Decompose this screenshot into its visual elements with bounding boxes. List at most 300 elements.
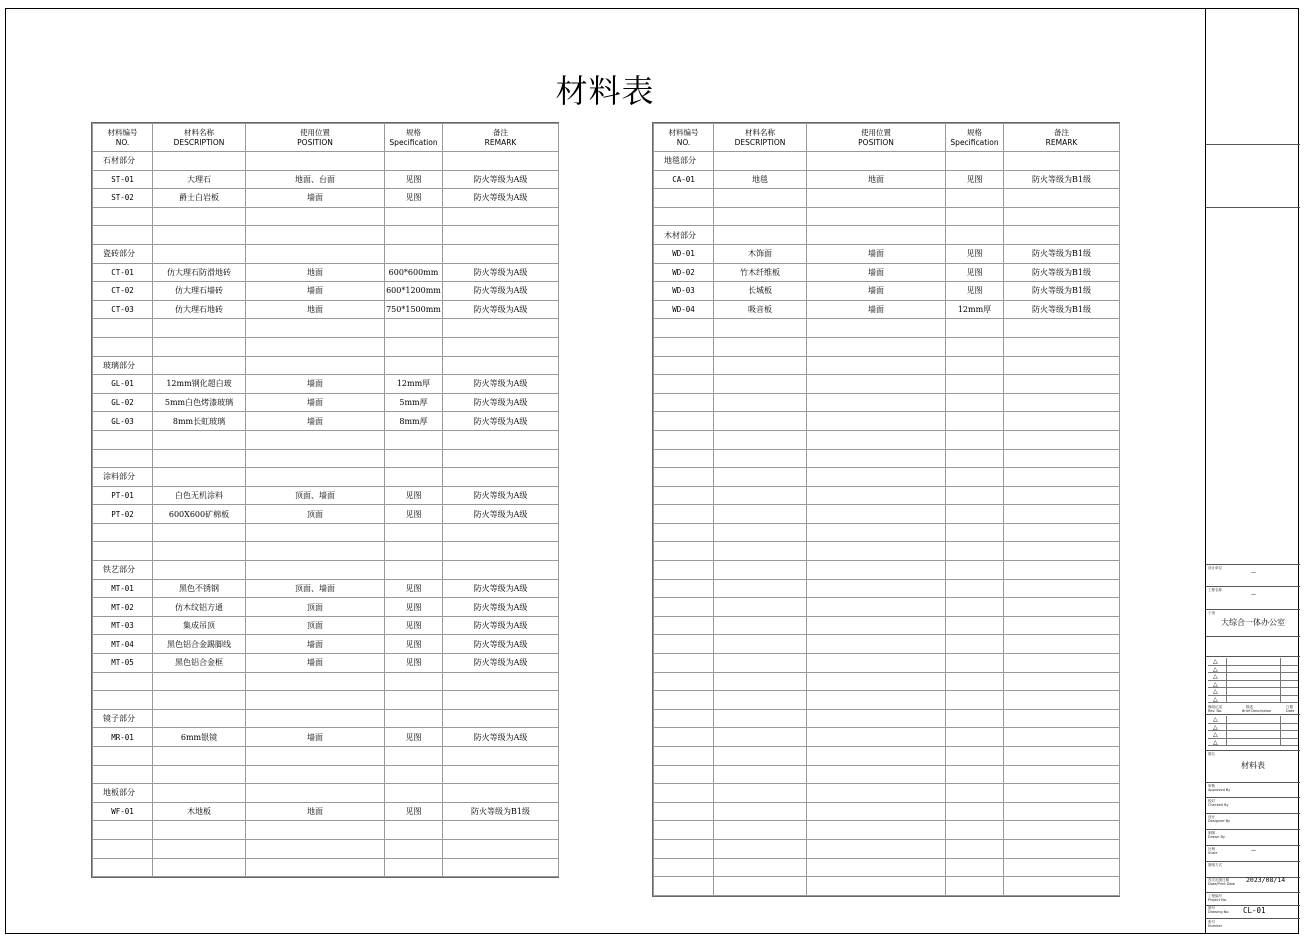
table-row — [93, 561, 559, 580]
cell-remark: 防火等级为A级 — [443, 300, 559, 319]
cell-desc: 仿大理石地砖 — [153, 300, 246, 319]
cell-no — [93, 337, 153, 356]
table-cell — [443, 468, 559, 487]
table-row — [654, 542, 1120, 561]
table-row — [93, 784, 559, 803]
cell-spec — [946, 691, 1004, 710]
project-label: 子项 — [1208, 611, 1215, 615]
table-row — [93, 542, 559, 561]
cell-remark — [1004, 486, 1120, 505]
table-cell — [246, 152, 385, 171]
table-row — [654, 523, 1120, 542]
cell-pos — [246, 858, 385, 877]
cell-pos: 地面 — [246, 263, 385, 282]
cell-pos — [807, 449, 946, 468]
cell-pos — [807, 356, 946, 375]
cell-remark — [1004, 728, 1120, 747]
cell-remark: 防火等级为B1级 — [1004, 244, 1120, 263]
cell-desc: 黑色铝合金框 — [153, 654, 246, 673]
cell-spec: 12mm厚 — [946, 300, 1004, 319]
cell-pos: 墙面 — [807, 263, 946, 282]
cell-pos: 墙面 — [246, 393, 385, 412]
cell-pos — [807, 337, 946, 356]
cell-remark — [1004, 542, 1120, 561]
column-header-cn: 材料编号 — [668, 127, 699, 137]
table-row — [93, 765, 559, 784]
column-header-en: Specification — [389, 137, 438, 147]
cell-desc: 8mm长虹玻璃 — [153, 412, 246, 431]
cell-remark — [1004, 189, 1120, 208]
cell-spec — [946, 709, 1004, 728]
cell-remark: 防火等级为A级 — [443, 412, 559, 431]
cell-no: CT-03 — [93, 300, 153, 319]
cell-desc — [714, 728, 807, 747]
cell-remark — [1004, 691, 1120, 710]
table-row — [654, 579, 1120, 598]
table-row — [654, 709, 1120, 728]
table-row — [654, 747, 1120, 766]
cell-spec — [946, 337, 1004, 356]
table-row — [654, 189, 1120, 208]
cell-spec — [385, 839, 443, 858]
cell-pos — [807, 393, 946, 412]
cell-remark: 防火等级为A级 — [443, 170, 559, 189]
drawn-label: 制图 — [1208, 831, 1215, 835]
table-row — [654, 486, 1120, 505]
cell-spec — [946, 858, 1004, 877]
cell-pos: 顶面 — [246, 598, 385, 617]
cell-pos — [246, 226, 385, 245]
cell-spec: 见图 — [946, 170, 1004, 189]
cell-spec: 5mm厚 — [385, 393, 443, 412]
cell-pos — [807, 765, 946, 784]
checked-label: 校对 — [1208, 799, 1215, 803]
cell-spec — [946, 784, 1004, 803]
cell-no — [654, 635, 714, 654]
cell-remark — [1004, 747, 1120, 766]
table-cell — [153, 784, 246, 803]
cell-no — [654, 802, 714, 821]
cell-spec — [946, 449, 1004, 468]
cell-pos — [246, 765, 385, 784]
cell-spec: 见图 — [385, 579, 443, 598]
cell-no — [654, 430, 714, 449]
cell-spec — [946, 802, 1004, 821]
table-row — [93, 728, 559, 747]
designed-en: Designed By — [1208, 819, 1231, 823]
cell-remark — [1004, 616, 1120, 635]
table-row — [93, 375, 559, 394]
table-row — [654, 468, 1120, 487]
table-row — [654, 393, 1120, 412]
table-row — [654, 300, 1120, 319]
cell-spec — [946, 523, 1004, 542]
section-label: 瓷砖部分 — [93, 244, 153, 263]
section-label: 涂料部分 — [93, 468, 153, 487]
column-header-en: NO. — [115, 137, 130, 147]
cell-remark: 防火等级为B1级 — [1004, 263, 1120, 282]
cell-remark — [443, 449, 559, 468]
section-label: 玻璃部分 — [93, 356, 153, 375]
cell-desc — [714, 691, 807, 710]
cell-remark — [443, 672, 559, 691]
cell-pos — [807, 523, 946, 542]
table-row — [654, 337, 1120, 356]
cell-remark — [443, 319, 559, 338]
cell-desc — [153, 858, 246, 877]
column-header-en: Specification — [950, 137, 999, 147]
cell-desc: 竹木纤维板 — [714, 263, 807, 282]
cell-remark — [443, 207, 559, 226]
cell-spec: 见图 — [385, 654, 443, 673]
cell-desc — [153, 821, 246, 840]
table-row — [93, 821, 559, 840]
cell-pos: 地面 — [807, 170, 946, 189]
cell-desc — [714, 523, 807, 542]
cell-spec: 见图 — [385, 802, 443, 821]
cell-no — [654, 728, 714, 747]
cell-no — [654, 616, 714, 635]
cell-pos — [246, 207, 385, 226]
cell-pos: 墙面 — [246, 728, 385, 747]
table-row — [654, 244, 1120, 263]
cell-pos — [807, 839, 946, 858]
cell-no — [654, 765, 714, 784]
sheet-en: Number — [1208, 924, 1223, 928]
table-row — [654, 839, 1120, 858]
table-cell — [443, 356, 559, 375]
cell-desc — [714, 839, 807, 858]
cell-no: ST-02 — [93, 189, 153, 208]
cell-spec: 12mm厚 — [385, 375, 443, 394]
table-row — [93, 616, 559, 635]
project-name-value: — — [1251, 592, 1256, 598]
rev-header-desc: 描述 — [1246, 705, 1253, 709]
cell-spec: 600*600mm — [385, 263, 443, 282]
cell-spec — [946, 765, 1004, 784]
cell-remark — [1004, 839, 1120, 858]
cell-desc — [153, 672, 246, 691]
cell-spec — [385, 672, 443, 691]
table-row — [93, 412, 559, 431]
approved-en: Approved By — [1208, 788, 1231, 792]
cell-remark: 防火等级为A级 — [443, 375, 559, 394]
cell-remark — [443, 821, 559, 840]
cell-remark: 防火等级为A级 — [443, 189, 559, 208]
scale-label: 比例 — [1208, 847, 1215, 851]
cell-spec — [385, 821, 443, 840]
cell-pos — [807, 542, 946, 561]
table-cell — [385, 709, 443, 728]
cell-spec — [946, 672, 1004, 691]
cell-pos — [807, 691, 946, 710]
column-header-en: POSITION — [297, 137, 333, 147]
cell-spec — [946, 747, 1004, 766]
table-row — [93, 709, 559, 728]
scale-en: Scale — [1208, 851, 1218, 855]
drawn-en: Drawn By — [1208, 835, 1225, 839]
cell-spec — [946, 486, 1004, 505]
table-row — [93, 691, 559, 710]
cell-no — [654, 486, 714, 505]
checked-en: Checked By — [1208, 803, 1229, 807]
cell-desc: 大理石 — [153, 170, 246, 189]
cell-spec — [946, 542, 1004, 561]
cell-pos — [807, 802, 946, 821]
cell-no — [654, 839, 714, 858]
table-row — [93, 579, 559, 598]
rev-header-no-en: Rev. No. — [1208, 709, 1223, 713]
table-row — [93, 449, 559, 468]
cell-desc: 12mm钢化超白玻 — [153, 375, 246, 394]
cell-desc — [153, 449, 246, 468]
table-row — [93, 672, 559, 691]
table-cell — [385, 784, 443, 803]
cell-remark — [1004, 412, 1120, 431]
cell-remark — [1004, 858, 1120, 877]
table-row — [654, 616, 1120, 635]
cell-spec — [946, 561, 1004, 580]
cell-desc — [714, 858, 807, 877]
cell-desc — [714, 449, 807, 468]
table-cell — [153, 152, 246, 171]
cell-spec: 见图 — [946, 263, 1004, 282]
sheet-label: 张号 — [1208, 920, 1215, 924]
cell-remark — [1004, 672, 1120, 691]
table-row — [93, 505, 559, 524]
cell-spec — [946, 728, 1004, 747]
cell-remark: 防火等级为A级 — [443, 263, 559, 282]
table-cell — [946, 226, 1004, 245]
cell-spec: 见图 — [385, 616, 443, 635]
table-cell — [1004, 226, 1120, 245]
cell-desc — [153, 523, 246, 542]
table-cell — [246, 784, 385, 803]
cell-spec: 见图 — [385, 635, 443, 654]
table-cell — [443, 561, 559, 580]
design-unit-value: — — [1251, 570, 1256, 576]
cell-no — [93, 430, 153, 449]
table-row — [654, 802, 1120, 821]
cell-no: MT-04 — [93, 635, 153, 654]
column-header — [654, 124, 714, 152]
cell-desc — [153, 319, 246, 338]
cell-spec — [385, 226, 443, 245]
cell-desc — [714, 486, 807, 505]
cell-pos: 顶面 — [246, 505, 385, 524]
date-en: Date/Print Date — [1208, 882, 1236, 886]
revision-triangle-icon: △ — [1213, 723, 1218, 731]
section-label: 木材部分 — [654, 226, 714, 245]
cell-no — [654, 468, 714, 487]
cell-desc: 木饰面 — [714, 244, 807, 263]
cell-remark — [1004, 505, 1120, 524]
cell-desc: 木地板 — [153, 802, 246, 821]
cell-spec: 见图 — [385, 505, 443, 524]
project-name-label: 工程名称 — [1208, 588, 1222, 592]
cell-remark — [1004, 654, 1120, 673]
cell-pos — [246, 337, 385, 356]
table-cell — [443, 152, 559, 171]
cell-no: ST-01 — [93, 170, 153, 189]
cell-desc — [714, 802, 807, 821]
table-row — [654, 858, 1120, 877]
table-cell — [246, 468, 385, 487]
project-value: 大综合一体办公室 — [1221, 618, 1285, 627]
cell-remark — [1004, 356, 1120, 375]
cell-desc: 长城板 — [714, 282, 807, 301]
cell-pos — [807, 579, 946, 598]
cell-desc — [714, 561, 807, 580]
cell-spec — [946, 430, 1004, 449]
cell-pos: 墙面 — [807, 282, 946, 301]
section-label: 石材部分 — [93, 152, 153, 171]
revision-triangle-icon: △ — [1213, 658, 1218, 665]
cell-pos — [807, 728, 946, 747]
table-row — [93, 747, 559, 766]
table-row — [654, 765, 1120, 784]
cell-spec — [385, 523, 443, 542]
table-row — [93, 152, 559, 171]
column-header-cn: 备注 — [1054, 127, 1069, 137]
column-header — [385, 124, 443, 152]
cell-remark: 防火等级为B1级 — [1004, 282, 1120, 301]
table-cell — [153, 468, 246, 487]
table-cell — [246, 244, 385, 263]
column-header-cn: 使用位置 — [300, 127, 330, 137]
column-header — [93, 124, 153, 152]
cell-pos: 墙面 — [246, 282, 385, 301]
cell-no — [654, 356, 714, 375]
table-row — [654, 170, 1120, 189]
cell-no: MT-02 — [93, 598, 153, 617]
table-row — [654, 412, 1120, 431]
table-cell — [153, 356, 246, 375]
cell-desc — [714, 393, 807, 412]
cell-spec — [385, 765, 443, 784]
table-row — [93, 319, 559, 338]
revision-triangle-icon: △ — [1213, 716, 1218, 723]
rev-header-date: 日期 — [1286, 705, 1293, 709]
cell-remark — [1004, 468, 1120, 487]
table-row — [654, 356, 1120, 375]
cell-remark — [1004, 784, 1120, 803]
column-header-cn: 规格 — [406, 127, 421, 137]
cell-spec — [946, 654, 1004, 673]
cell-no — [654, 375, 714, 394]
cell-desc — [714, 747, 807, 766]
cell-remark — [1004, 598, 1120, 617]
table-row — [654, 728, 1120, 747]
cell-pos — [807, 189, 946, 208]
cell-spec: 8mm厚 — [385, 412, 443, 431]
table-cell — [385, 244, 443, 263]
cell-pos: 墙面 — [246, 635, 385, 654]
revision-triangle-icon: △ — [1213, 673, 1218, 680]
drawing-title-value: 材料表 — [1241, 761, 1265, 770]
cell-no: CA-01 — [654, 170, 714, 189]
cell-pos — [807, 858, 946, 877]
column-header — [1004, 124, 1120, 152]
cell-no — [654, 821, 714, 840]
cell-remark — [443, 226, 559, 245]
table-row — [93, 356, 559, 375]
cell-remark — [1004, 449, 1120, 468]
cell-no: GL-01 — [93, 375, 153, 394]
cell-pos — [807, 598, 946, 617]
cell-no — [654, 784, 714, 803]
cell-remark — [443, 523, 559, 542]
cell-no — [93, 839, 153, 858]
cell-pos: 墙面 — [807, 300, 946, 319]
cell-desc — [714, 375, 807, 394]
cell-desc: 黑色铝合金踢脚线 — [153, 635, 246, 654]
cell-desc: 600X600矿棉板 — [153, 505, 246, 524]
table-cell — [714, 226, 807, 245]
cell-remark — [1004, 523, 1120, 542]
cell-desc: 仿大理石墙砖 — [153, 282, 246, 301]
drawing-no-en: Drawing No. — [1208, 910, 1230, 914]
cell-no: WD-03 — [654, 282, 714, 301]
cell-no: WD-01 — [654, 244, 714, 263]
designed-label: 设计 — [1208, 815, 1215, 819]
cell-desc: 地毯 — [714, 170, 807, 189]
rev-header-desc-en: Brief Description — [1242, 709, 1272, 713]
scale-value: — — [1251, 848, 1256, 854]
cell-no — [654, 449, 714, 468]
table-cell — [807, 226, 946, 245]
cell-no: GL-03 — [93, 412, 153, 431]
column-header-cn: 使用位置 — [861, 127, 891, 137]
column-header-en: DESCRIPTION — [734, 137, 786, 147]
section-label: 地板部分 — [93, 784, 153, 803]
cell-no — [654, 598, 714, 617]
table-row — [93, 170, 559, 189]
cell-desc — [153, 839, 246, 858]
cell-pos — [807, 784, 946, 803]
cell-no — [93, 747, 153, 766]
cell-spec — [385, 430, 443, 449]
cell-remark: 防火等级为A级 — [443, 616, 559, 635]
cell-pos: 墙面 — [246, 654, 385, 673]
column-header — [946, 124, 1004, 152]
cell-remark — [1004, 821, 1120, 840]
table-row — [654, 152, 1120, 171]
cell-pos — [246, 449, 385, 468]
column-header-en: POSITION — [858, 137, 894, 147]
cell-spec: 见图 — [385, 486, 443, 505]
cell-pos: 墙面 — [807, 244, 946, 263]
table-row — [654, 226, 1120, 245]
cell-remark: 防火等级为A级 — [443, 505, 559, 524]
table-row — [654, 691, 1120, 710]
section-label: 铁艺部分 — [93, 561, 153, 580]
cell-pos — [246, 747, 385, 766]
table-cell — [153, 709, 246, 728]
approved-label: 审核 — [1208, 784, 1215, 788]
cell-remark: 防火等级为A级 — [443, 635, 559, 654]
table-row — [93, 300, 559, 319]
cell-spec — [946, 375, 1004, 394]
revision-triangle-icon: △ — [1213, 738, 1218, 746]
cell-desc — [714, 598, 807, 617]
table-row — [93, 393, 559, 412]
cell-desc — [714, 784, 807, 803]
cell-no — [654, 877, 714, 896]
table-cell — [807, 152, 946, 171]
table-cell — [246, 356, 385, 375]
table-row — [654, 505, 1120, 524]
